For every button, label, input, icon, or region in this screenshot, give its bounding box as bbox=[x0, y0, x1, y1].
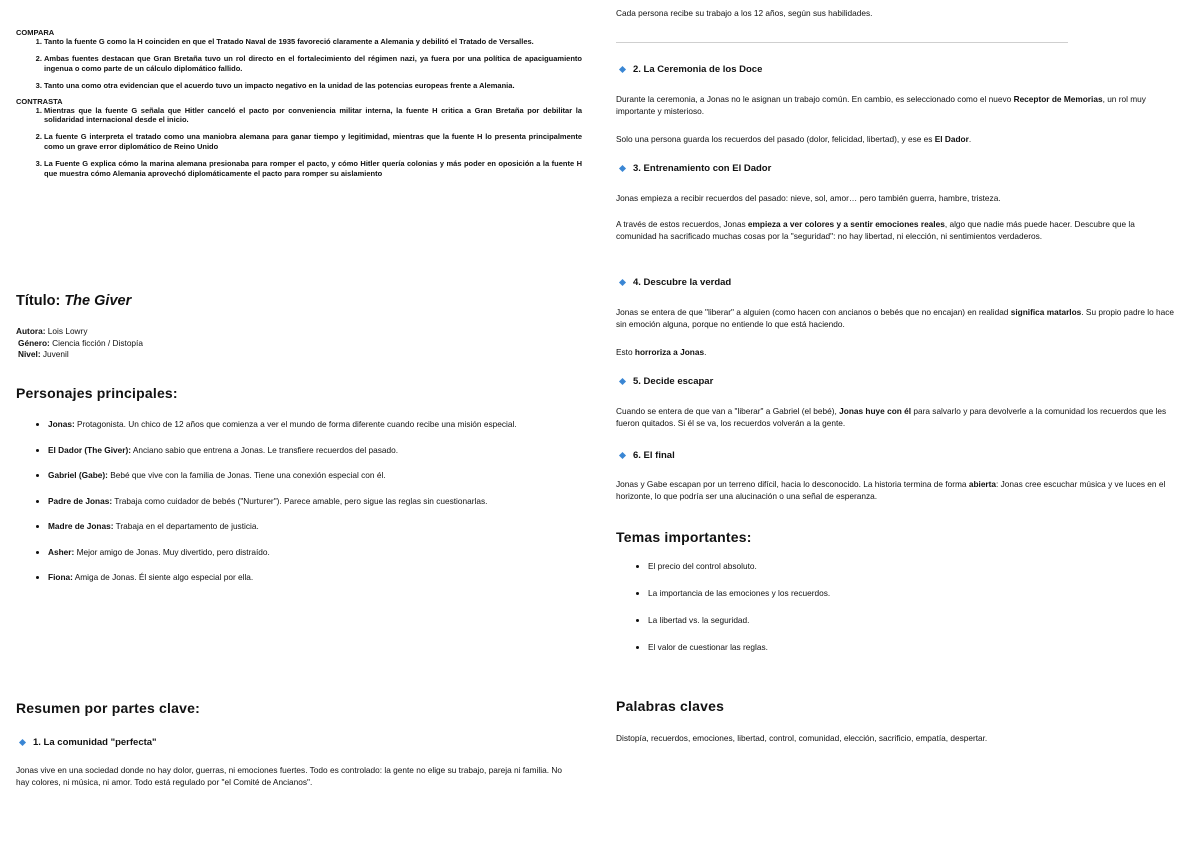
level-value: Juvenil bbox=[40, 349, 69, 359]
part5-title bbox=[620, 376, 713, 387]
title-label: Título: bbox=[16, 293, 65, 309]
genre-label: Género: bbox=[18, 337, 50, 348]
list-item: • La importancia de las emociones y los recuerdos. bbox=[648, 588, 1188, 600]
part4-paragraph-2 bbox=[616, 347, 1176, 359]
keywords-text: Distopía, recuerdos, emociones, libertad, control, comunidad, elección, sacrificio, empatía, despertar. bbox=[616, 733, 988, 743]
text-run-bold: El Dador bbox=[934, 134, 969, 144]
diamond-bullet-icon bbox=[619, 378, 626, 385]
character-name: Fiona: bbox=[48, 572, 73, 582]
character-name: Asher: bbox=[48, 546, 75, 557]
right-page bbox=[600, 0, 1200, 849]
part1-title bbox=[20, 737, 157, 748]
contrasta-list bbox=[16, 106, 582, 178]
text-run: Durante la ceremonia, a Jonas no le asignan un trabajo común. En cambio, es seleccionado como el nuevo bbox=[616, 94, 1014, 104]
character-desc: Mejor amigo de Jonas. Muy divertido, pero distraído. bbox=[74, 546, 270, 557]
list-item bbox=[48, 470, 588, 482]
level-label: Nivel: bbox=[18, 349, 41, 359]
text-run: Jonas se entera de que "liberar" a alguien (como hacen con ancianos o bebés que no encajan) en realidad bbox=[616, 307, 1011, 317]
compara-label: COMPARA bbox=[16, 28, 55, 37]
text-run-bold: empieza a ver colores y a sentir emociones reales bbox=[747, 219, 945, 229]
part5-title-text: 5. Decide escapar bbox=[633, 376, 714, 387]
text-run-bold: Jonas huye con él bbox=[839, 406, 912, 416]
text-run-bold: horroriza a Jonas bbox=[634, 347, 705, 357]
summary-heading: Resumen por partes clave: bbox=[16, 700, 200, 716]
part1-text: Jonas vive en una sociedad donde no hay dolor, guerras, ni emociones fuertes. Todo es controlado: la gente no elige su trabajo, pareja ni familia. No hay colores, ni música, ni amor. Todo está regulado por "el Comité de Ancianos". bbox=[16, 765, 562, 787]
text-run: : Jonas cree escuchar música y ve luces en el horizonte, lo que podría ser una alucinación o una señal de esperanza. bbox=[616, 479, 1166, 501]
diamond-bullet-icon bbox=[619, 279, 626, 286]
part2-title bbox=[620, 64, 762, 75]
themes-list bbox=[616, 561, 1188, 669]
book-title bbox=[16, 293, 131, 309]
character-name: Madre de Jonas: bbox=[48, 521, 114, 531]
diamond-bullet-icon bbox=[19, 739, 26, 746]
character-name: Gabriel (Gabe): bbox=[48, 470, 108, 480]
genre-value: Ciencia ficción / Distopía bbox=[49, 337, 143, 348]
characters-heading: Personajes principales: bbox=[16, 385, 178, 401]
list-item bbox=[48, 547, 588, 559]
part3-title-text: 3. Entrenamiento con El Dador bbox=[633, 163, 772, 174]
part3-title bbox=[620, 163, 771, 174]
text-run: . bbox=[968, 134, 972, 144]
diamond-bullet-icon bbox=[619, 452, 626, 459]
text-run: , un rol muy importante y misterioso. bbox=[616, 94, 1146, 116]
characters-list bbox=[16, 419, 588, 598]
list-item: 3. La Fuente G explica cómo la marina alemana presionaba para romper el pacto, y cómo Hitler quería colonias y más poder en oposición a la fuente H que muestra cómo Alemania aprovechó diplomáticamente el pacto para romper su aislamiento bbox=[44, 159, 582, 178]
text-run-bold: abierta bbox=[968, 479, 997, 489]
text-run: , algo que nadie más puede hacer. Descubre que la comunidad ha sacrificado muchas cosas por la "seguridad": no hay libertad, ni elección, ni sentimientos verdaderos. bbox=[616, 219, 1135, 241]
character-name: El Dador (The Giver): bbox=[48, 444, 131, 455]
keywords-heading: Palabras claves bbox=[616, 698, 725, 714]
part4-title-text: 4. Descubre la verdad bbox=[633, 277, 732, 288]
list-item bbox=[48, 445, 588, 457]
part2-paragraph-2 bbox=[616, 134, 1176, 146]
list-item: • El precio del control absoluto. bbox=[648, 561, 1188, 573]
character-name: Padre de Jonas: bbox=[48, 495, 113, 506]
text-run: Jonas y Gabe escapan por un terreno difícil, hacia lo desconocido. La historia termina de forma bbox=[616, 479, 969, 489]
author-label: Autora: bbox=[16, 326, 46, 336]
part6-title bbox=[620, 450, 675, 461]
part1-title-text: 1. La comunidad "perfecta" bbox=[33, 737, 157, 748]
part6-title-text: 6. El final bbox=[633, 450, 675, 461]
part5-paragraph-1 bbox=[616, 406, 1184, 429]
character-desc: Trabaja en el departamento de justicia. bbox=[113, 521, 259, 531]
part2-paragraph-1 bbox=[616, 94, 1176, 117]
text-run: A través de estos recuerdos, Jonas bbox=[616, 219, 748, 229]
part4-title bbox=[620, 277, 731, 288]
text-run: . Su propio padre lo hace sin emoción alguna, porque no entiende lo que está haciendo. bbox=[616, 307, 1175, 329]
list-item bbox=[48, 496, 588, 508]
list-item bbox=[48, 572, 588, 584]
text-run-bold: Receptor de Memorias bbox=[1013, 94, 1103, 104]
section-divider bbox=[616, 42, 1068, 43]
list-item: 2. Ambas fuentes destacan que Gran Bretaña tuvo un rol directo en el fortalecimiento del régimen nazi, ya fuera por una política de apaciguamiento ingenua o como parte de un cálculo diplomático fallido. bbox=[44, 54, 582, 73]
compare-contrast-section bbox=[16, 28, 582, 186]
part4-paragraph-1 bbox=[616, 307, 1176, 330]
author-line bbox=[16, 326, 143, 338]
part6-paragraph-1 bbox=[616, 479, 1184, 502]
diamond-bullet-icon bbox=[619, 165, 626, 172]
title-value: The Giver bbox=[64, 293, 132, 309]
compara-list bbox=[16, 37, 582, 91]
genre-line bbox=[16, 338, 143, 350]
text-run: Esto bbox=[616, 347, 635, 357]
part3-paragraph-1: Jonas empieza a recibir recuerdos del pasado: nieve, sol, amor… pero también guerra, hambre, tristeza. bbox=[616, 193, 1001, 203]
text-run: Solo una persona guarda los recuerdos del pasado (dolor, felicidad, libertad), y ese es bbox=[616, 134, 935, 144]
list-item: 3. Tanto una como otra evidencian que el acuerdo tuvo un impacto negativo en la unidad de las potencias europeas frente a Alemania. bbox=[44, 81, 582, 90]
author-value: Lois Lowry bbox=[45, 326, 88, 336]
character-desc: Anciano sabio que entrena a Jonas. Le transfiere recuerdos del pasado. bbox=[130, 444, 399, 455]
part3-paragraph-2 bbox=[616, 219, 1176, 242]
diamond-bullet-icon bbox=[619, 66, 626, 73]
level-line bbox=[16, 349, 143, 361]
list-item: • El valor de cuestionar las reglas. bbox=[648, 642, 1188, 654]
list-item: • La libertad vs. la seguridad. bbox=[648, 615, 1188, 627]
text-run-bold: significa matarlos bbox=[1010, 307, 1082, 317]
book-meta bbox=[16, 326, 143, 361]
list-item: 1. Tanto la fuente G como la H coinciden en que el Tratado Naval de 1935 favoreció claramente a Alemania y debilitó el Tratado de Versalles. bbox=[44, 37, 582, 46]
character-desc: Trabaja como cuidador de bebés ("Nurturer"). Parece amable, pero sigue las reglas sin cuestionarlas. bbox=[112, 495, 488, 506]
list-item: 1. Mientras que la fuente G señala que Hitler canceló el pacto por conveniencia militar interna, la fuente H critica a Gran Bretaña por debilitar la solidaridad internacional desde el inicio. bbox=[44, 106, 582, 125]
themes-heading: Temas importantes: bbox=[616, 529, 752, 545]
character-desc: Bebé que vive con la familia de Jonas. Tiene una conexión especial con él. bbox=[107, 470, 386, 480]
character-desc: Protagonista. Un chico de 12 años que comienza a ver el mundo de forma diferente cuando recibe una misión especial. bbox=[74, 419, 517, 429]
part2-title-text: 2. La Ceremonia de los Doce bbox=[633, 64, 763, 75]
character-desc: Amiga de Jonas. Él siente algo especial por ella. bbox=[72, 572, 254, 582]
list-item: 2. La fuente G interpreta el tratado como una maniobra alemana para ganar tiempo y legitimidad, mientras que la fuente H lo presenta principalmente como un grave error diplomático de Reino Unido bbox=[44, 132, 582, 151]
text-run: . bbox=[704, 347, 707, 357]
character-name: Jonas: bbox=[48, 419, 75, 429]
text-run: para salvarlo y para devolverle a la comunidad los recuerdos que les fueron quitados. Si él se va, los recuerdos volverán a la gente. bbox=[616, 406, 1167, 428]
intro-text: Cada persona recibe su trabajo a los 12 años, según sus habilidades. bbox=[616, 8, 873, 18]
text-run: Cuando se entera de que van a "liberar" a Gabriel (el bebé), bbox=[616, 406, 840, 416]
list-item bbox=[48, 419, 588, 431]
list-item bbox=[48, 521, 588, 533]
contrasta-label: CONTRASTA bbox=[16, 96, 63, 106]
